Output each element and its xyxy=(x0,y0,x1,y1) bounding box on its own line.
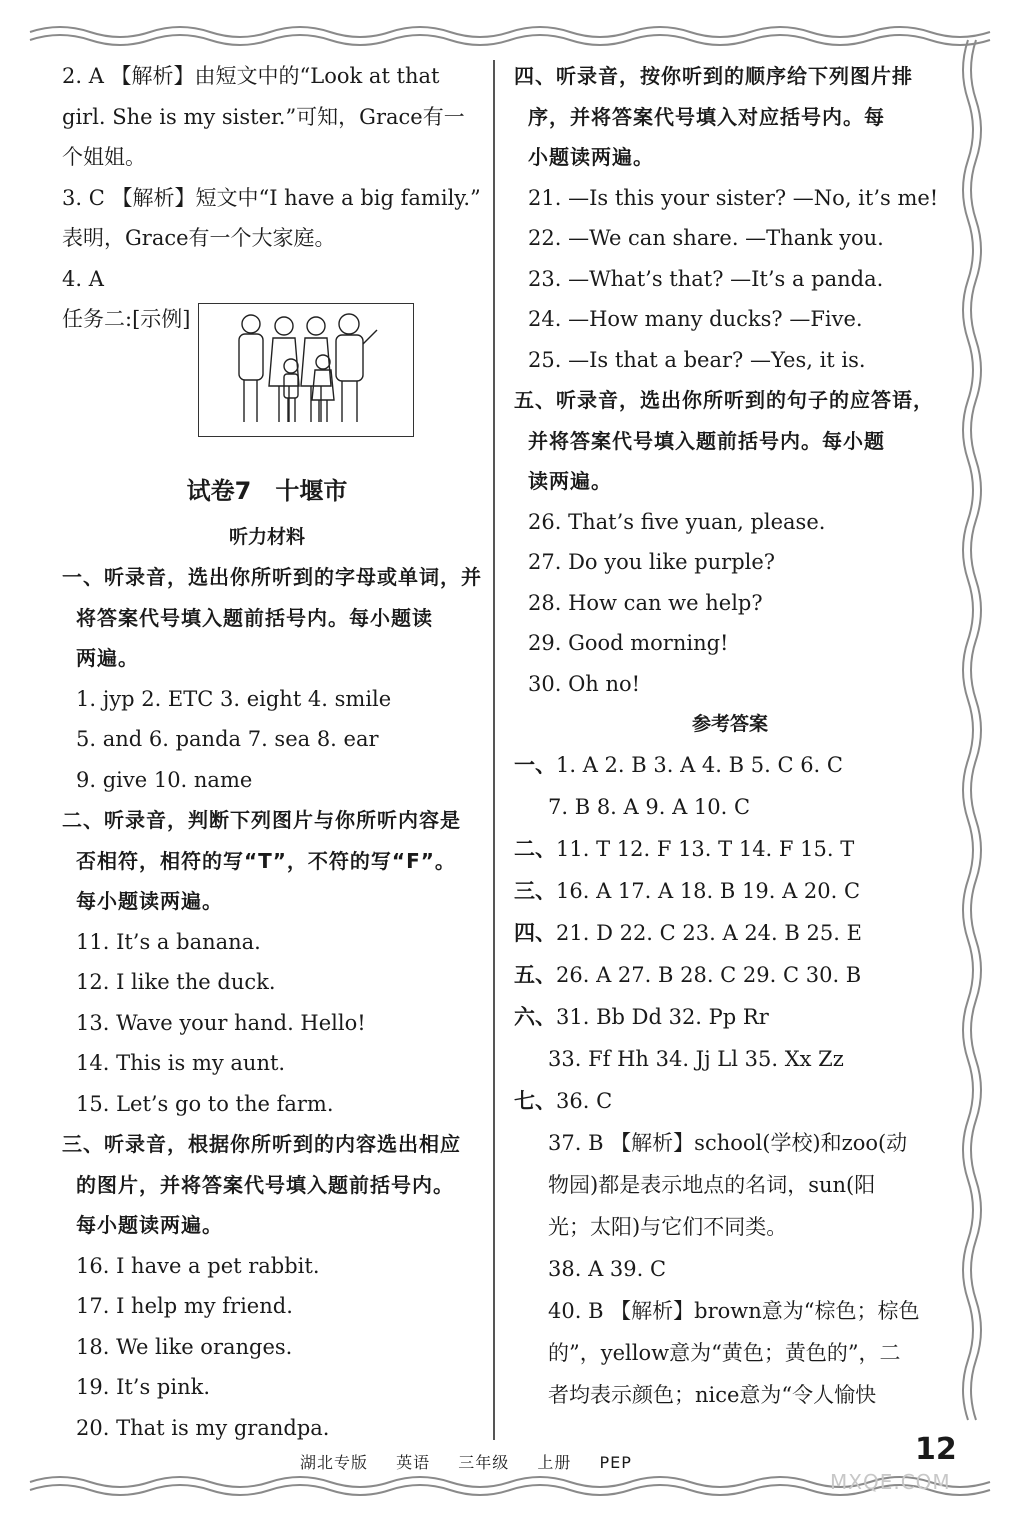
answers-section-2-prefix: 二、 xyxy=(514,837,556,861)
section-4-instruction-2: 序，并将答案代号填入对应括号内。每 xyxy=(528,104,885,129)
item-26: 26. That’s five yuan, please. xyxy=(528,509,826,534)
section-5-instruction-1: 五、听录音，选出你所听到的句子的应答语， xyxy=(514,388,934,412)
footer-subject: 英语 xyxy=(396,1453,431,1472)
task-two-row xyxy=(62,299,472,453)
answers-section-4-values: 21. D 22. C 23. A 24. B 25. E xyxy=(556,921,862,945)
family-illustration xyxy=(198,303,414,437)
answer-2-line3: 个姐姐。 xyxy=(62,145,146,169)
item-20: 20. That is my grandpa. xyxy=(76,1415,330,1440)
answer-4: 4. A xyxy=(62,266,104,291)
item-16: 16. I have a pet rabbit. xyxy=(76,1253,320,1278)
item-23: 23. —What’s that? —It’s a panda. xyxy=(528,266,884,291)
page-number: 12 xyxy=(915,1432,957,1467)
section-2-instruction-2: 否相符，相符的写“T”，不符的写“F”。 xyxy=(76,848,456,873)
item-27: 27. Do you like purple? xyxy=(528,550,776,574)
task-two-label: 任务二:[示例] xyxy=(62,307,191,331)
section-3-instruction-1: 三、听录音，根据你所听到的内容选出相应 xyxy=(62,1132,461,1156)
page-footer xyxy=(300,1450,654,1473)
item-13: 13. Wave your hand. Hello! xyxy=(76,1010,366,1035)
answer-3-line1: 3. C 【解析】短文中“I have a big family.” xyxy=(62,185,481,210)
test-7-title: 试卷7 十堰市 xyxy=(186,477,348,505)
section-1-instruction-1: 一、听录音，选出你所听到的字母或单词，并 xyxy=(62,565,482,589)
answers-section-2 xyxy=(514,828,946,870)
explanation-40-line1: 40. B 【解析】brown意为“棕色；棕色 xyxy=(548,1299,920,1323)
answers-section-7-values: 36. C xyxy=(556,1089,613,1113)
section-1-items-1: 1. jyp 2. ETC 3. eight 4. smile xyxy=(76,686,392,711)
explanation-40-line3: 者均表示颜色；nice意为“令人愉快 xyxy=(548,1383,877,1407)
item-11: 11. It’s a banana. xyxy=(76,929,261,954)
answers-section-6-prefix: 六、 xyxy=(514,1005,556,1029)
section-1-items-2: 5. and 6. panda 7. sea 8. ear xyxy=(76,727,379,751)
section-2-instruction-1: 二、听录音，判断下列图片与你所听内容是 xyxy=(62,808,461,832)
section-3-instruction-2: 的图片，并将答案代号填入题前括号内。 xyxy=(76,1172,454,1197)
family-picture xyxy=(199,304,413,436)
item-21: 21. —Is this your sister? —No, it’s me! xyxy=(528,185,939,210)
section-4-instruction-1: 四、听录音，按你听到的顺序给下列图片排 xyxy=(514,64,913,88)
answers-section-7 xyxy=(514,1080,946,1122)
answers-section-3-values: 16. A 17. A 18. B 19. A 20. C xyxy=(556,879,861,903)
watermark: MXQE.COM xyxy=(830,1470,951,1494)
footer-publisher: PEP xyxy=(599,1453,632,1472)
listening-material-title: 听力材料 xyxy=(228,526,305,548)
item-24: 24. —How many ducks? —Five. xyxy=(528,307,863,331)
answer-3-line2: 表明，Grace有一个大家庭。 xyxy=(62,226,336,250)
explanation-37-line1: 37. B 【解析】school(学校)和zoo(动 xyxy=(548,1131,908,1155)
explanation-37-line2: 物园)都是表示地点的名词，sun(阳 xyxy=(548,1173,876,1197)
item-30: 30. Oh no! xyxy=(528,671,641,696)
footer-volume: 上册 xyxy=(537,1453,572,1472)
item-18: 18. We like oranges. xyxy=(76,1334,293,1359)
explanation-40-line2: 的”，yellow意为“黄色；黄色的”，二 xyxy=(548,1341,901,1365)
reference-answers-title: 参考答案 xyxy=(691,713,768,735)
answers-section-6 xyxy=(514,996,946,1038)
answers-section-4 xyxy=(514,912,946,954)
answers-section-1 xyxy=(514,744,946,786)
item-17: 17. I help my friend. xyxy=(76,1294,293,1318)
item-29: 29. Good morning! xyxy=(528,631,729,655)
left-column xyxy=(62,56,482,1448)
section-1-instruction-3: 两遍。 xyxy=(76,646,139,670)
answers-section-2-values: 11. T 12. F 13. T 14. F 15. T xyxy=(556,837,855,861)
answers-section-3-prefix: 三、 xyxy=(514,879,556,903)
item-14: 14. This is my aunt. xyxy=(76,1051,286,1075)
answers-section-6-cont: 33. Ff Hh 34. Jj Ll 35. Xx Zz xyxy=(548,1047,844,1071)
answers-section-6-values: 31. Bb Dd 32. Pp Rr xyxy=(556,1005,769,1029)
answers-section-5-prefix: 五、 xyxy=(514,963,556,987)
answers-section-7-prefix: 七、 xyxy=(514,1089,556,1113)
footer-grade: 三年级 xyxy=(458,1453,510,1472)
answers-section-5 xyxy=(514,954,946,996)
answers-section-1-cont: 7. B 8. A 9. A 10. C xyxy=(548,795,751,819)
item-25: 25. —Is that a bear? —Yes, it is. xyxy=(528,347,866,372)
right-column xyxy=(514,56,946,1416)
explanation-37-line3: 光；太阳)与它们不同类。 xyxy=(548,1215,788,1239)
answers-section-5-values: 26. A 27. B 28. C 29. C 30. B xyxy=(556,963,862,987)
item-12: 12. I like the duck. xyxy=(76,970,276,994)
section-1-items-3: 9. give 10. name xyxy=(76,767,253,792)
answer-2-line2: girl. She is my sister.”可知，Grace有一 xyxy=(62,104,465,129)
answer-2-line1: 2. A 【解析】由短文中的“Look at that xyxy=(62,64,440,88)
footer-edition: 湖北专版 xyxy=(300,1453,369,1472)
item-19: 19. It’s pink. xyxy=(76,1375,211,1399)
section-4-instruction-3: 小题读两遍。 xyxy=(528,145,654,169)
item-22: 22. —We can share. —Thank you. xyxy=(528,226,884,250)
section-2-instruction-3: 每小题读两遍。 xyxy=(76,889,223,913)
answers-section-1-prefix: 一、 xyxy=(514,753,556,777)
section-5-instruction-3: 读两遍。 xyxy=(528,469,612,493)
answers-section-1-values: 1. A 2. B 3. A 4. B 5. C 6. C xyxy=(556,753,843,777)
item-15: 15. Let’s go to the farm. xyxy=(76,1091,334,1116)
item-28: 28. How can we help? xyxy=(528,590,763,615)
answers-section-4-prefix: 四、 xyxy=(514,921,556,945)
answers-section-3 xyxy=(514,870,946,912)
section-3-instruction-3: 每小题读两遍。 xyxy=(76,1213,223,1237)
answers-38-39: 38. A 39. C xyxy=(548,1257,667,1281)
section-5-instruction-2: 并将答案代号填入题前括号内。每小题 xyxy=(528,428,885,453)
column-divider xyxy=(493,60,495,1440)
section-1-instruction-2: 将答案代号填入题前括号内。每小题读 xyxy=(76,605,433,630)
